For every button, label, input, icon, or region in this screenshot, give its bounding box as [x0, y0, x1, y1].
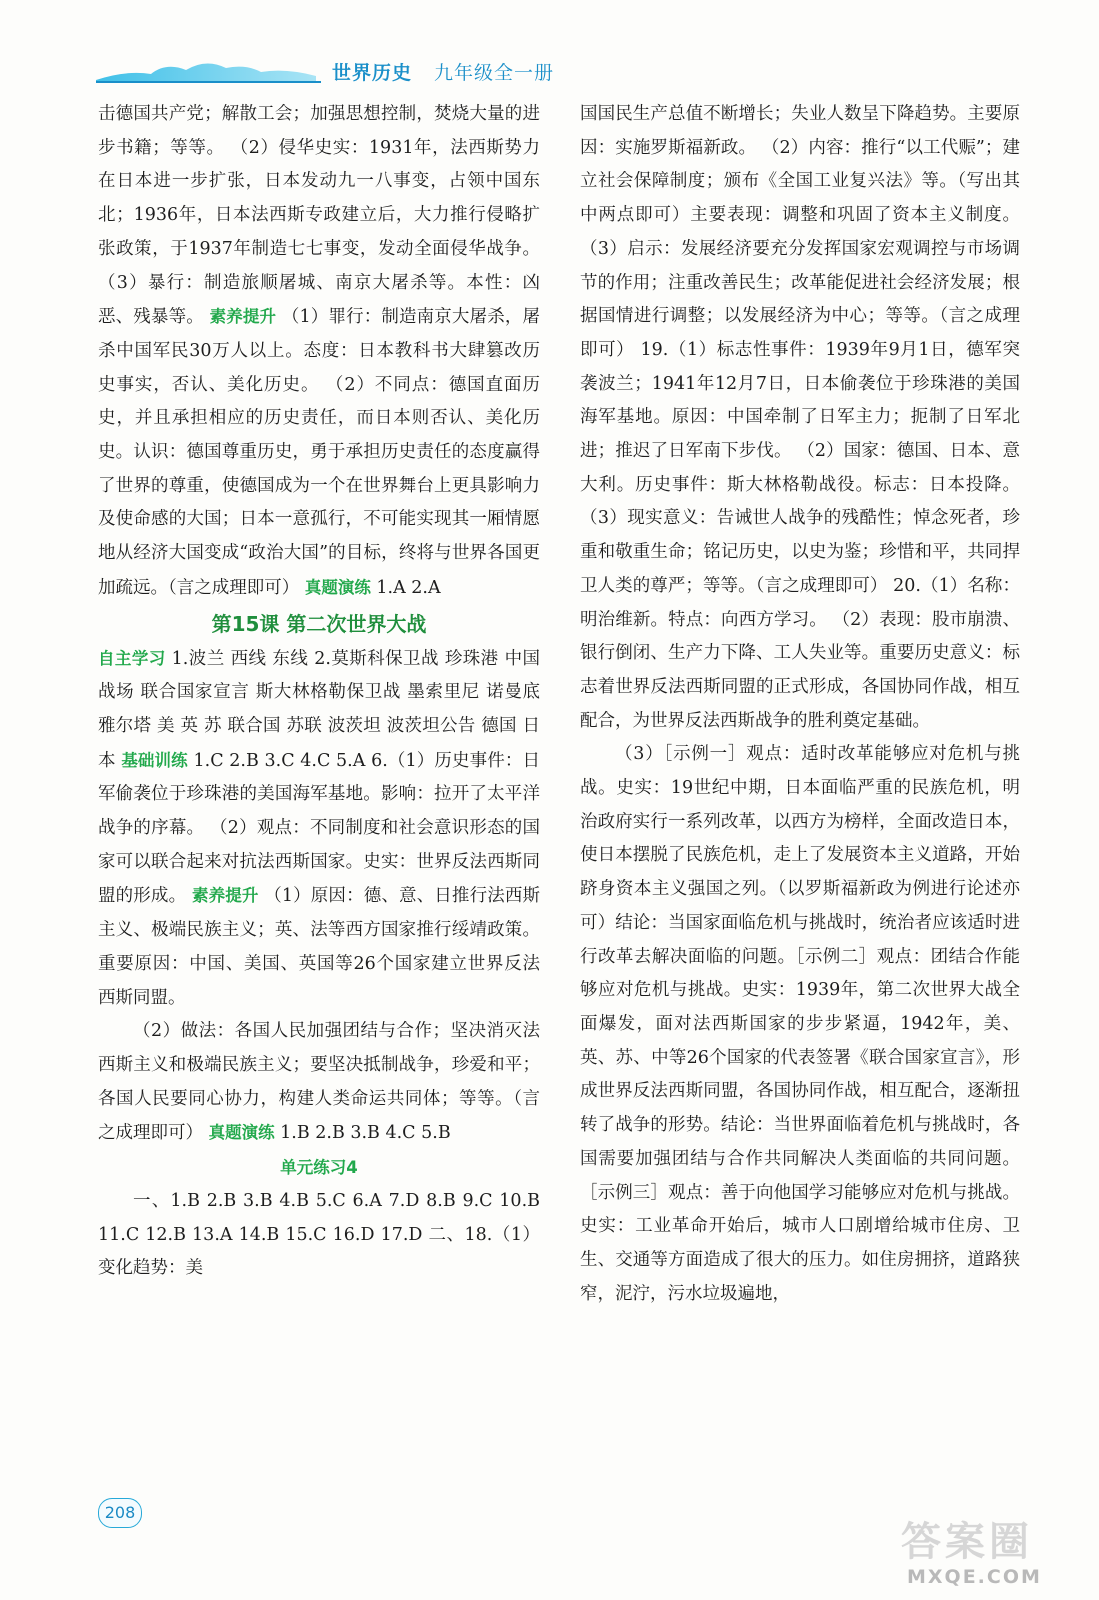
section-keyword: 素养提升: [209, 307, 277, 327]
watermark-logo: [901, 1510, 1071, 1590]
answer-text: 1.B 2.B 3.B 4.C 5.B: [274, 1123, 451, 1144]
section-keyword: 真题演练: [304, 577, 371, 597]
answer-text: 1.A 2.A: [370, 577, 441, 598]
watermark-big-text: 答案圈: [901, 1519, 1033, 1565]
page-header: [96, 52, 566, 92]
section-keyword: 真题演练: [208, 1123, 275, 1143]
section-keyword: 自主学习: [98, 648, 166, 668]
left-paragraph-1: [98, 98, 540, 606]
mountain-banner-icon: [96, 56, 326, 86]
watermark-url: MXQE.COM: [907, 1566, 1042, 1588]
left-paragraph-3: [98, 1015, 540, 1151]
header-grade: 九年级全一册: [434, 62, 555, 84]
answer-text: （1）原因：德、意、日推行法西斯主义、极端民族主义；英、法等西方国家推行绥靖政策。重要原因：中国、美国、英国等26个国家建立世界反法西斯同盟。: [98, 886, 541, 1008]
answer-text: 1.C 2.B 3.C 4.C 5.A 6.（1）历史事件：日军偷袭位于珍珠港的美国海军基地。影响：拉开了太平洋战争的序幕。 （2）观点：不同制度和社会意识形态的国家可以联合起来对抗法西斯国家。史实：世界反法西斯同盟的形成。: [98, 750, 541, 907]
answer-text: 1.波兰 西线 东线 2.莫斯科保卫战 珍珠港 中国战场 联合国家宣言 斯大林格勒保卫战 墨索里尼 诺曼底 雅尔塔 美 英 苏 联合国 苏联 波茨坦 波茨坦公告 德国 日本: [98, 648, 541, 771]
page-number: 208: [98, 1498, 142, 1528]
answer-text: 一、1.B 2.B 3.B 4.B 5.C 6.A 7.D 8.B 9.C 10.B 11.C 12.B 13.A 14.B 15.C 16.D 17.D 二、18.（1）变化趋势：美: [98, 1190, 540, 1279]
answer-text: （3）［示例一］观点：适时改革能够应对危机与挑战。史实：19世纪中期，日本面临严重的民族危机，明治政府实行一系列改革，以西方为榜样，全面改造日本，使日本摆脱了民族危机，走上了发展资本主义道路，开始跻身资本主义强国之列。（以罗斯福新政为例进行论述亦可）结论：当国家面临危机与挑战时，统治者应该适时进行改革去解决面临的问题。［示例二］观点：团结合作能够应对危机与挑战。史实：1939年，第二次世界大战全面爆发，面对法西斯国家的步步紧逼，1942年，美、英、苏、中等26个国家的代表签署《联合国家宣言》，形成世界反法西斯同盟，各国协同作战，相互配合，逐渐扭转了战争的形势。结论：当世界面临着危机与挑战时，各国需要加强团结与合作共同解决人类面临的共同问题。［示例三］观点：善于向他国学习能够应对危机与挑战。史实：工业革命开始后，城市人口剧增给城市住房、卫生、交通等方面造成了很大的压力。如住房拥挤，道路狭窄，泥泞，污水垃圾遍地，: [580, 744, 1020, 1304]
answer-text: 击德国共产党；解散工会；加强思想控制，焚烧大量的进步书籍；等等。 （2）侵华史实：1931年，法西斯势力在日本进一步扩张，日本发动九一八事变，占领中国东北；1936年，日本法西斯专政建立后，大力推行侵略扩张政策，于1937年制造七七事变，发动全面侵华战争。 （3）暴行：制造旅顺屠城、南京大屠杀等。本性：凶恶、残暴等。: [98, 104, 540, 328]
lesson-title: 第15课 第二次世界大战: [211, 611, 427, 636]
right-column: [580, 98, 1020, 1311]
right-paragraph-1: [580, 98, 1020, 738]
answer-text: 国国民生产总值不断增长；失业人数呈下降趋势。主要原因：实施罗斯福新政。 （2）内容：推行“以工代赈”；建立社会保障制度；颁布《全国工业复兴法》等。（写出其中两点即可）主要表现：调整和巩固了资本主义制度。 （3）启示：发展经济要充分发挥国家宏观调控与市场调节的作用；注重改善民生；改革能促进社会经济发展；根据国情进行调整；以发展经济为中心；等等。（言之成理即可） 19.（1）标志性事件：1939年9月1日，德军突袭波兰；1941年12月7日，日本偷袭位于珍珠港的美国海军基地。原因：中国牵制了日军主力；扼制了日军北进；推迟了日军南下步伐。 （2）国家：德国、日本、意大利。历史事件：斯大林格勒战役。标志：日本投降。 （3）现实意义：告诫世人战争的残酷性；悼念死者，珍重和敬重生命；铭记历史，以史为鉴；珍惜和平，共同捍卫人类的尊严；等等。（言之成理即可） 20.（1）名称：明治维新。特点：向西方学习。 （2）表现：股市崩溃、银行倒闭、生产力下降、工人失业等。重要历史意义：标志着世界反法西斯同盟的正式形成，各国协同作战，相互配合，为世界反法西斯战争的胜利奠定基础。: [580, 104, 1020, 731]
left-paragraph-2: [98, 642, 540, 1016]
section-keyword: 基础训练: [121, 750, 188, 770]
header-subject: 世界历史: [332, 62, 413, 84]
left-paragraph-4: [98, 1185, 540, 1286]
unit-title: 单元练习4: [280, 1158, 358, 1178]
answer-text: （2）做法：各国人民加强团结与合作；坚决消灭法西斯主义和极端民族主义；要坚决抵制战争，珍爱和平；各国人民要同心协力，构建人类命运共同体；等等。（言之成理即可）: [98, 1021, 540, 1144]
section-keyword: 素养提升: [191, 886, 259, 906]
answer-text: （1）罪行：制造南京大屠杀，屠杀中国军民30万人以上。态度：日本教科书大肆篡改历史事实，否认、美化历史。 （2）不同点：德国直面历史，并且承担相应的历史责任，而日本则否认、美化历史。认识：德国尊重历史，勇于承担历史责任的态度赢得了世界的尊重，使德国成为一个在世界舞台上更具影响力及使命感的大国；日本一意孤行，不可能实现其一厢情愿地从经济大国变成“政治大国”的目标，终将与世界各国更加疏远。（言之成理即可）: [98, 307, 541, 598]
right-paragraph-2: [580, 738, 1020, 1311]
left-column: [98, 98, 540, 1286]
